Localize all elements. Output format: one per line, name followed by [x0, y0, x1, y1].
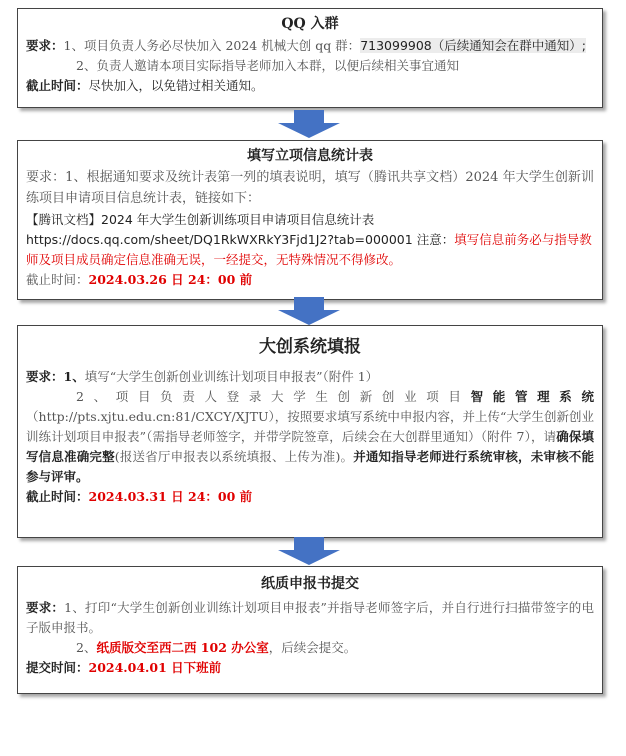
flow-arrow-2: [278, 297, 340, 325]
deadline-value: 2024.03.31 日 24：00 前: [88, 489, 253, 505]
requirement-label: 要求：1、: [26, 369, 85, 385]
document-link[interactable]: https://docs.qq.com/sheet/DQ1RkWXRkY3Fjd1J2?tab=000001: [26, 231, 413, 247]
office-location: 纸质版交至西二西 102 办公室: [96, 640, 269, 656]
note-label: 注意：: [412, 231, 455, 247]
document-title: 【腾讯文档】2024 年大学生创新训练项目申请项目信息统计表: [26, 211, 375, 227]
step-title: 大创系统填报: [259, 337, 361, 357]
requirement-text: 填写“大学生创新创业训练计划项目申报表”（附件 1）: [84, 369, 379, 385]
requirement-text: 2、负责人邀请本项目实际指导老师加入本群，以便后续相关事宜通知: [76, 58, 459, 74]
step-system-submission-box: [17, 325, 603, 538]
requirement-text: 要求：1、根据通知要求及统计表第一列的填表说明，填写（腾讯共享文档）2024 年大学生创新训练项目申请项目信息统计表，链接如下：: [26, 170, 594, 207]
requirement-text: 2、: [76, 640, 97, 656]
deadline-label: 提交时间：: [26, 660, 89, 676]
qq-group-number: 713099908（后续通知会在群中通知）;: [360, 38, 586, 54]
requirement-text: (报送省厅申报表以系统填报、上传为准)。: [114, 449, 354, 465]
emphasis-text: 并通知指导老师进行系统审核，未审核不能参与评审。: [26, 449, 594, 485]
step-title: 填写立项信息统计表: [247, 148, 373, 164]
deadline-label: 截止时间：: [26, 78, 89, 94]
deadline-value: 2024.04.01 日下班前: [88, 660, 222, 676]
requirement-text: 1、项目负责人务必尽快加入 2024 机械大创 qq 群：: [63, 38, 361, 54]
requirement-label: 要求：: [26, 38, 64, 54]
system-name: 智能管理系统: [470, 389, 594, 405]
deadline-label: 截止时间：: [26, 271, 89, 287]
requirement-label: 要求：: [26, 600, 65, 616]
requirement-text: （http://pts.xjtu.edu.cn:81/CXCY/XJTU），按照要求填写系统中申报内容，并上传“大学生创新创业训练计划项目申报表”（需指导老师签字，并带学院签章，后续会在大创群里通知）（附件 7），请: [26, 409, 594, 445]
emphasis-text: 确保填写信息准确完整: [26, 429, 594, 465]
requirement-paragraph: [26, 387, 594, 487]
deadline-label: 截止时间：: [26, 489, 89, 505]
step-title: 纸质申报书提交: [261, 576, 359, 592]
step-paper-submission-box: [17, 566, 603, 694]
deadline-value: 2024.03.26 日 24：00 前: [88, 271, 253, 287]
step-info-form-box: [17, 140, 603, 300]
requirement-text: 1、打印“大学生创新创业训练计划项目申报表”并指导老师签字后，并自行进行扫描带签字的电子版申报书。: [26, 600, 594, 636]
step-qq-group-box: [17, 8, 603, 108]
flow-arrow-1: [278, 110, 340, 138]
requirement-text: ，后续会提交。: [268, 640, 357, 656]
deadline-text: 尽快加入，以免错过相关通知。: [88, 78, 264, 94]
step-title: QQ 入群: [281, 16, 339, 32]
requirement-text: 2、项目负责人登录大学生创新创业项目: [76, 389, 471, 405]
flow-arrow-3: [278, 537, 340, 565]
note-text: 填写信息前务必与指导教师及项目成员确定信息准确无误，一经提交，无特殊情况不得修改。: [26, 231, 592, 267]
